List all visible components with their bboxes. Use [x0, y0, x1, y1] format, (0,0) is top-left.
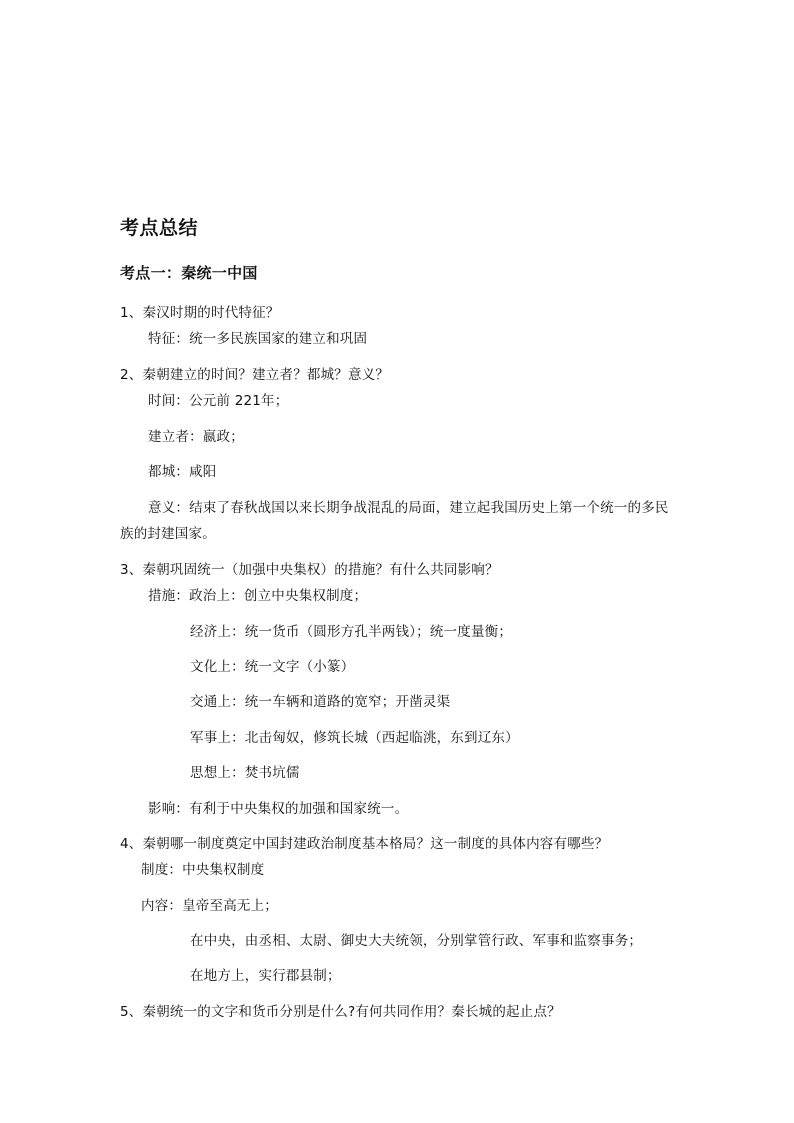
answer-4-local: 在地方上，实行郡县制； — [190, 968, 341, 984]
answer-2-capital: 都城：咸阳 — [148, 464, 217, 480]
question-2: 2、秦朝建立的时间？建立者？都城？意义？ — [120, 367, 390, 383]
answer-1: 特征：统一多民族国家的建立和巩固 — [148, 331, 368, 347]
section-heading: 考点一：秦统一中国 — [120, 264, 258, 282]
answer-4-content: 内容：皇帝至高无上； — [141, 898, 278, 914]
answer-3-impact: 影响：有利于中央集权的加强和国家统一。 — [148, 801, 409, 817]
answer-2-founder: 建立者：嬴政； — [148, 429, 244, 445]
answer-2-meaning-line2: 族的封建国家。 — [120, 526, 216, 542]
question-3: 3、秦朝巩固统一（加强中央集权）的措施？有什么共同影响？ — [120, 562, 499, 578]
answer-2-time: 时间：公元前 221年； — [148, 393, 289, 409]
question-5: 5、秦朝统一的文字和货币分别是什么?有何共同作用？秦长城的起止点？ — [120, 1004, 561, 1020]
answer-4-system: 制度：中央集权制度 — [141, 862, 265, 878]
page-title: 考点总结 — [120, 217, 199, 239]
answer-3-transport: 交通上：统一车辆和道路的宽窄；开凿灵渠 — [190, 694, 451, 710]
question-1: 1、秦汉时期的时代特征？ — [120, 305, 280, 321]
answer-3-politics: 措施：政治上：创立中央集权制度； — [148, 588, 368, 604]
answer-2-meaning-line1: 意义：结束了春秋战国以来长期争战混乱的局面，建立起我国历史上第一个统一的多民 — [148, 500, 669, 516]
question-4: 4、秦朝哪一制度奠定中国封建政治制度基本格局？这一制度的具体内容有哪些？ — [120, 836, 609, 852]
answer-3-thought: 思想上：焚书坑儒 — [190, 765, 300, 781]
answer-4-central: 在中央，由丞相、太尉、御史大夫统领，分别掌管行政、军事和监察事务； — [190, 933, 643, 949]
answer-3-economy: 经济上：统一货币（圆形方孔半两钱）；统一度量衡； — [190, 624, 513, 640]
answer-3-military: 军事上：北击匈奴，修筑长城（西起临洮，东到辽东） — [190, 730, 519, 746]
answer-3-culture: 文化上：统一文字（小篆） — [190, 659, 355, 675]
